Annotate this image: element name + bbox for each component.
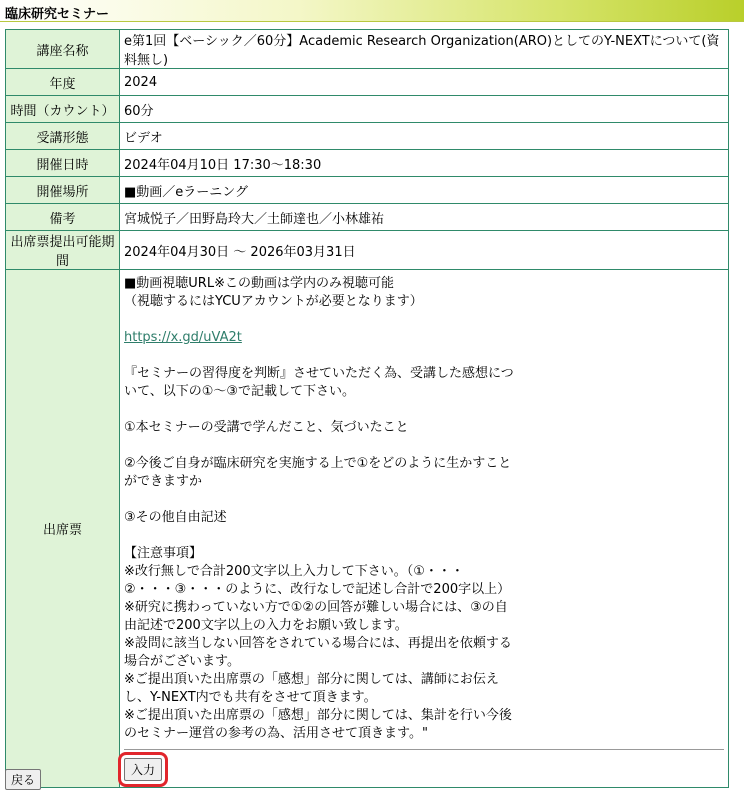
notice-gap [124,401,724,419]
notice-line: ③その他自由記述 [124,510,227,525]
page-title: 臨床研究セミナー [5,7,110,22]
notice-line: ※ご提出頂いた出席票の「感想」部分に関しては、講師にお伝え [124,672,499,687]
notice-line: ■動画視聴URL※この動画は学内のみ視聴可能 [124,276,394,291]
notice-gap [124,311,724,329]
notice-line: のセミナー運営の参考の為、活用させて頂きます。" [124,726,428,741]
row-label-submission-period: 出席票提出可能期間 [6,231,120,270]
row-label-course-name: 講座名称 [6,30,120,69]
seminar-info-table [5,29,729,788]
row-label-venue: 開催場所 [6,177,120,204]
notice-line: 『セミナーの習得度を判断』させていただく為、受講した感想につ [124,366,514,381]
row-label-attendance: 出席票 [6,270,120,788]
notice-line: いて、以下の①～③で記載して下さい。 [124,384,356,399]
notice-gap [124,437,724,455]
row-label-year: 年度 [6,69,120,96]
notice-line: （視聴するにはYCUアカウントが必要となります） [124,294,423,309]
attendance-cell [120,270,729,788]
submit-area [124,749,724,787]
notice-line: ※研究に携わっていない方で①②の回答が難しい場合には、③の自 [124,600,508,615]
notice-line: 由記述で200文字以上の入力をお願い致します。 [124,618,408,633]
notice-line: し、Y-NEXT内でも共有をさせて頂きます。 [124,690,377,705]
row-value-notes: 宮城悦子／田野島玲大／土師達也／小林雄祐 [120,204,729,231]
notice-line: ②今後ご自身が臨床研究を実施する上で①をどのように生かすこと [124,456,512,471]
row-value-datetime: 2024年04月10日 17:30～18:30 [120,150,729,177]
notice-line: ※改行無しで合計200文字以上入力して下さい。（①・・・ [124,564,464,579]
row-value-duration: 60分 [120,96,729,123]
notice-line: ができますか [124,474,203,489]
submit-button[interactable]: 入力 [124,758,162,781]
row-value-submission-period: 2024年04月30日 ～ 2026年03月31日 [120,231,729,270]
attendance-instructions [124,270,724,743]
video-url-link[interactable]: https://x.gd/uVA2t [124,330,242,345]
table-row [6,123,729,150]
back-button[interactable]: 戻る [5,769,41,790]
notice-line: ②・・・③・・・のように、改行なしで記述し合計で200字以上） [124,582,511,597]
row-label-format: 受講形態 [6,123,120,150]
row-label-datetime: 開催日時 [6,150,120,177]
table-row [6,177,729,204]
notice-line: ①本セミナーの受講で学んだこと、気づいたこと [124,420,409,435]
row-value-venue: ■動画／eラーニング [120,177,729,204]
row-value-year: 2024 [120,69,729,96]
notice-gap [124,527,724,545]
table-row [6,270,729,788]
notice-line: 【注意事項】 [124,546,203,561]
row-label-duration: 時間（カウント） [6,96,120,123]
notice-gap [124,491,724,509]
table-row [6,69,729,96]
row-value-course-name: e第1回【ベーシック／60分】Academic Research Organization(ARO)としてのY-NEXTについて(資料無し) [120,30,729,69]
notice-line: ※ご提出頂いた出席票の「感想」部分に関しては、集計を行い今後 [124,708,512,723]
notice-gap [124,347,724,365]
notice-line: ※設問に該当しない回答をされている場合には、再提出を依頼する [124,636,512,651]
table-row [6,96,729,123]
notice-line: 場合がございます。 [124,654,240,669]
notice-link-line [124,329,724,347]
table-row [6,231,729,270]
row-value-format: ビデオ [120,123,729,150]
table-row [6,150,729,177]
row-label-notes: 備考 [6,204,120,231]
table-row [6,30,729,69]
header-bar [0,0,744,22]
table-row [6,204,729,231]
